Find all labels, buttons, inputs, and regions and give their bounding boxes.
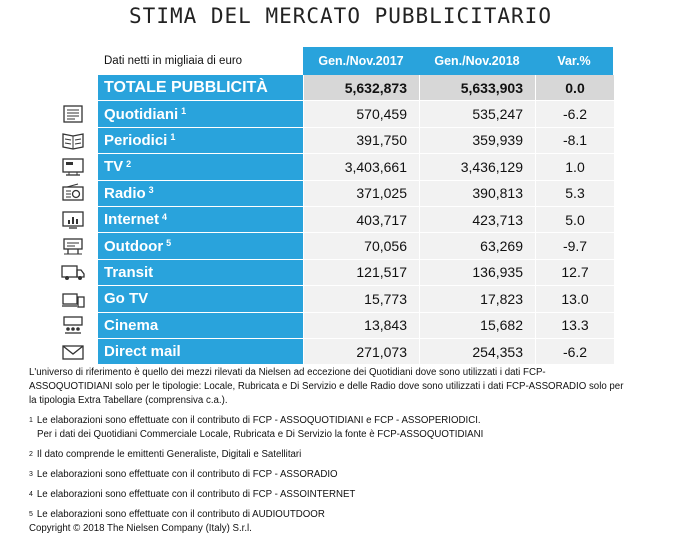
row-label: Go TV xyxy=(104,290,149,308)
envelope-icon xyxy=(48,339,98,364)
value-2017: 271,073 xyxy=(303,339,419,364)
row-label: Periodici xyxy=(104,131,168,149)
value-2017: 5,632,873 xyxy=(303,75,419,100)
value-2017: 121,517 xyxy=(303,260,419,285)
value-var: 13.3 xyxy=(535,313,614,338)
table-row xyxy=(48,286,613,312)
radio-icon xyxy=(48,181,98,206)
footnote-3: $^3$ Le elaborazioni sono effettuate con il contributo di FCP - ASSORADIO xyxy=(29,469,338,480)
universe-note: L'universo di riferimento è quello dei mezzi rilevati da Nielsen ad eccezione dei Quotidiani dove sono utilizzati i dati FCP-ASSOQUOTIDIANI solo per le tipologie: Locale, Rubricata e Di Servizio e delle Radio dove sono utilizzati i dati FCP-ASSORADIO solo per la tipologia Extra Tabellare (comprensiva c.a.). xyxy=(29,367,624,406)
footnote-5: $^5$ Le elaborazioni sono effettuate con il contributo di AUDIOUTDOOR xyxy=(29,509,325,520)
footnote-mark: 5 xyxy=(166,238,172,249)
table-row xyxy=(48,233,613,259)
value-var: 0.0 xyxy=(535,75,614,100)
footnote-mark: 1 xyxy=(170,132,176,143)
value-2017: 570,459 xyxy=(303,101,419,126)
devices-icon xyxy=(48,286,98,311)
value-var: -9.7 xyxy=(535,233,614,258)
unit-note: Dati netti in migliaia di euro xyxy=(98,47,303,75)
copyright: Copyright © 2018 The Nielsen Company (Italy) S.r.l. xyxy=(29,523,252,534)
table-row xyxy=(48,207,613,233)
value-2018: 390,813 xyxy=(419,181,535,206)
market-table xyxy=(48,47,613,365)
page-title: STIMA DEL MERCATO PUBBLICITARIO xyxy=(129,4,552,28)
table-row-total xyxy=(48,75,613,101)
value-2017: 403,717 xyxy=(303,207,419,232)
value-var: 13.0 xyxy=(535,286,614,311)
monitor-chart-icon xyxy=(48,207,98,232)
table-row xyxy=(48,339,613,365)
value-2017: 371,025 xyxy=(303,181,419,206)
table-row xyxy=(48,154,613,180)
value-2018: 3,436,129 xyxy=(419,154,535,179)
newspaper-icon xyxy=(48,101,98,126)
table-row xyxy=(48,101,613,127)
truck-icon xyxy=(48,260,98,285)
col-2018-header: Gen./Nov.2018 xyxy=(419,47,535,75)
footnote-1-detail: Per i dati dei Quotidiani Commerciale Locale, Rubricata e Di Servizio la fonte è FCP-ASSOQUOTIDIANI xyxy=(37,429,484,440)
value-var: 5.3 xyxy=(535,181,614,206)
magazine-icon xyxy=(48,128,98,153)
row-label: TV xyxy=(104,158,124,176)
row-label: TOTALE PUBBLICITÀ xyxy=(98,75,303,100)
row-label: Transit xyxy=(104,263,154,281)
value-2018: 136,935 xyxy=(419,260,535,285)
footnote-4: $^4$ Le elaborazioni sono effettuate con il contributo di FCP - ASSOINTERNET xyxy=(29,489,356,500)
col-var-header: Var.% xyxy=(535,47,613,75)
notes xyxy=(29,366,629,536)
value-var: -6.2 xyxy=(535,339,614,364)
value-var: -6.2 xyxy=(535,101,614,126)
value-2017: 15,773 xyxy=(303,286,419,311)
value-2018: 535,247 xyxy=(419,101,535,126)
col-2017-header: Gen./Nov.2017 xyxy=(303,47,419,75)
row-label: Cinema xyxy=(104,316,159,334)
cinema-icon xyxy=(48,313,98,338)
table-row xyxy=(48,181,613,207)
value-2017: 391,750 xyxy=(303,128,419,153)
row-label: Direct mail xyxy=(104,343,181,361)
value-2017: 3,403,661 xyxy=(303,154,419,179)
value-2018: 359,939 xyxy=(419,128,535,153)
value-2018: 17,823 xyxy=(419,286,535,311)
value-var: 12.7 xyxy=(535,260,614,285)
row-label: Outdoor xyxy=(104,237,164,255)
value-2018: 423,713 xyxy=(419,207,535,232)
table-header xyxy=(48,47,613,75)
value-2018: 63,269 xyxy=(419,233,535,258)
footnote-mark: 2 xyxy=(126,158,132,169)
value-2018: 5,633,903 xyxy=(419,75,535,100)
value-2018: 254,353 xyxy=(419,339,535,364)
value-2018: 15,682 xyxy=(419,313,535,338)
billboard-icon xyxy=(48,233,98,258)
table-row xyxy=(48,313,613,339)
value-2017: 13,843 xyxy=(303,313,419,338)
value-var: 5.0 xyxy=(535,207,614,232)
row-label: Radio xyxy=(104,184,146,202)
footnotes xyxy=(29,414,629,442)
row-label: Quotidiani xyxy=(104,105,179,123)
table-row xyxy=(48,128,613,154)
value-var: -8.1 xyxy=(535,128,614,153)
footnote-mark: 1 xyxy=(181,106,187,117)
tv-icon xyxy=(48,154,98,179)
value-2017: 70,056 xyxy=(303,233,419,258)
footnote-mark: 4 xyxy=(162,211,168,222)
footnote-1: $^1$ Le elaborazioni sono effettuate con il contributo di FCP - ASSOQUOTIDIANI e FCP - ASSOPERIODICI. xyxy=(29,415,481,426)
row-label: Internet xyxy=(104,211,160,229)
value-var: 1.0 xyxy=(535,154,614,179)
footnote-mark: 3 xyxy=(148,185,154,196)
footnote-2: $^2$ Il dato comprende le emittenti Generaliste, Digitali e Satellitari xyxy=(29,449,302,460)
table-row xyxy=(48,260,613,286)
